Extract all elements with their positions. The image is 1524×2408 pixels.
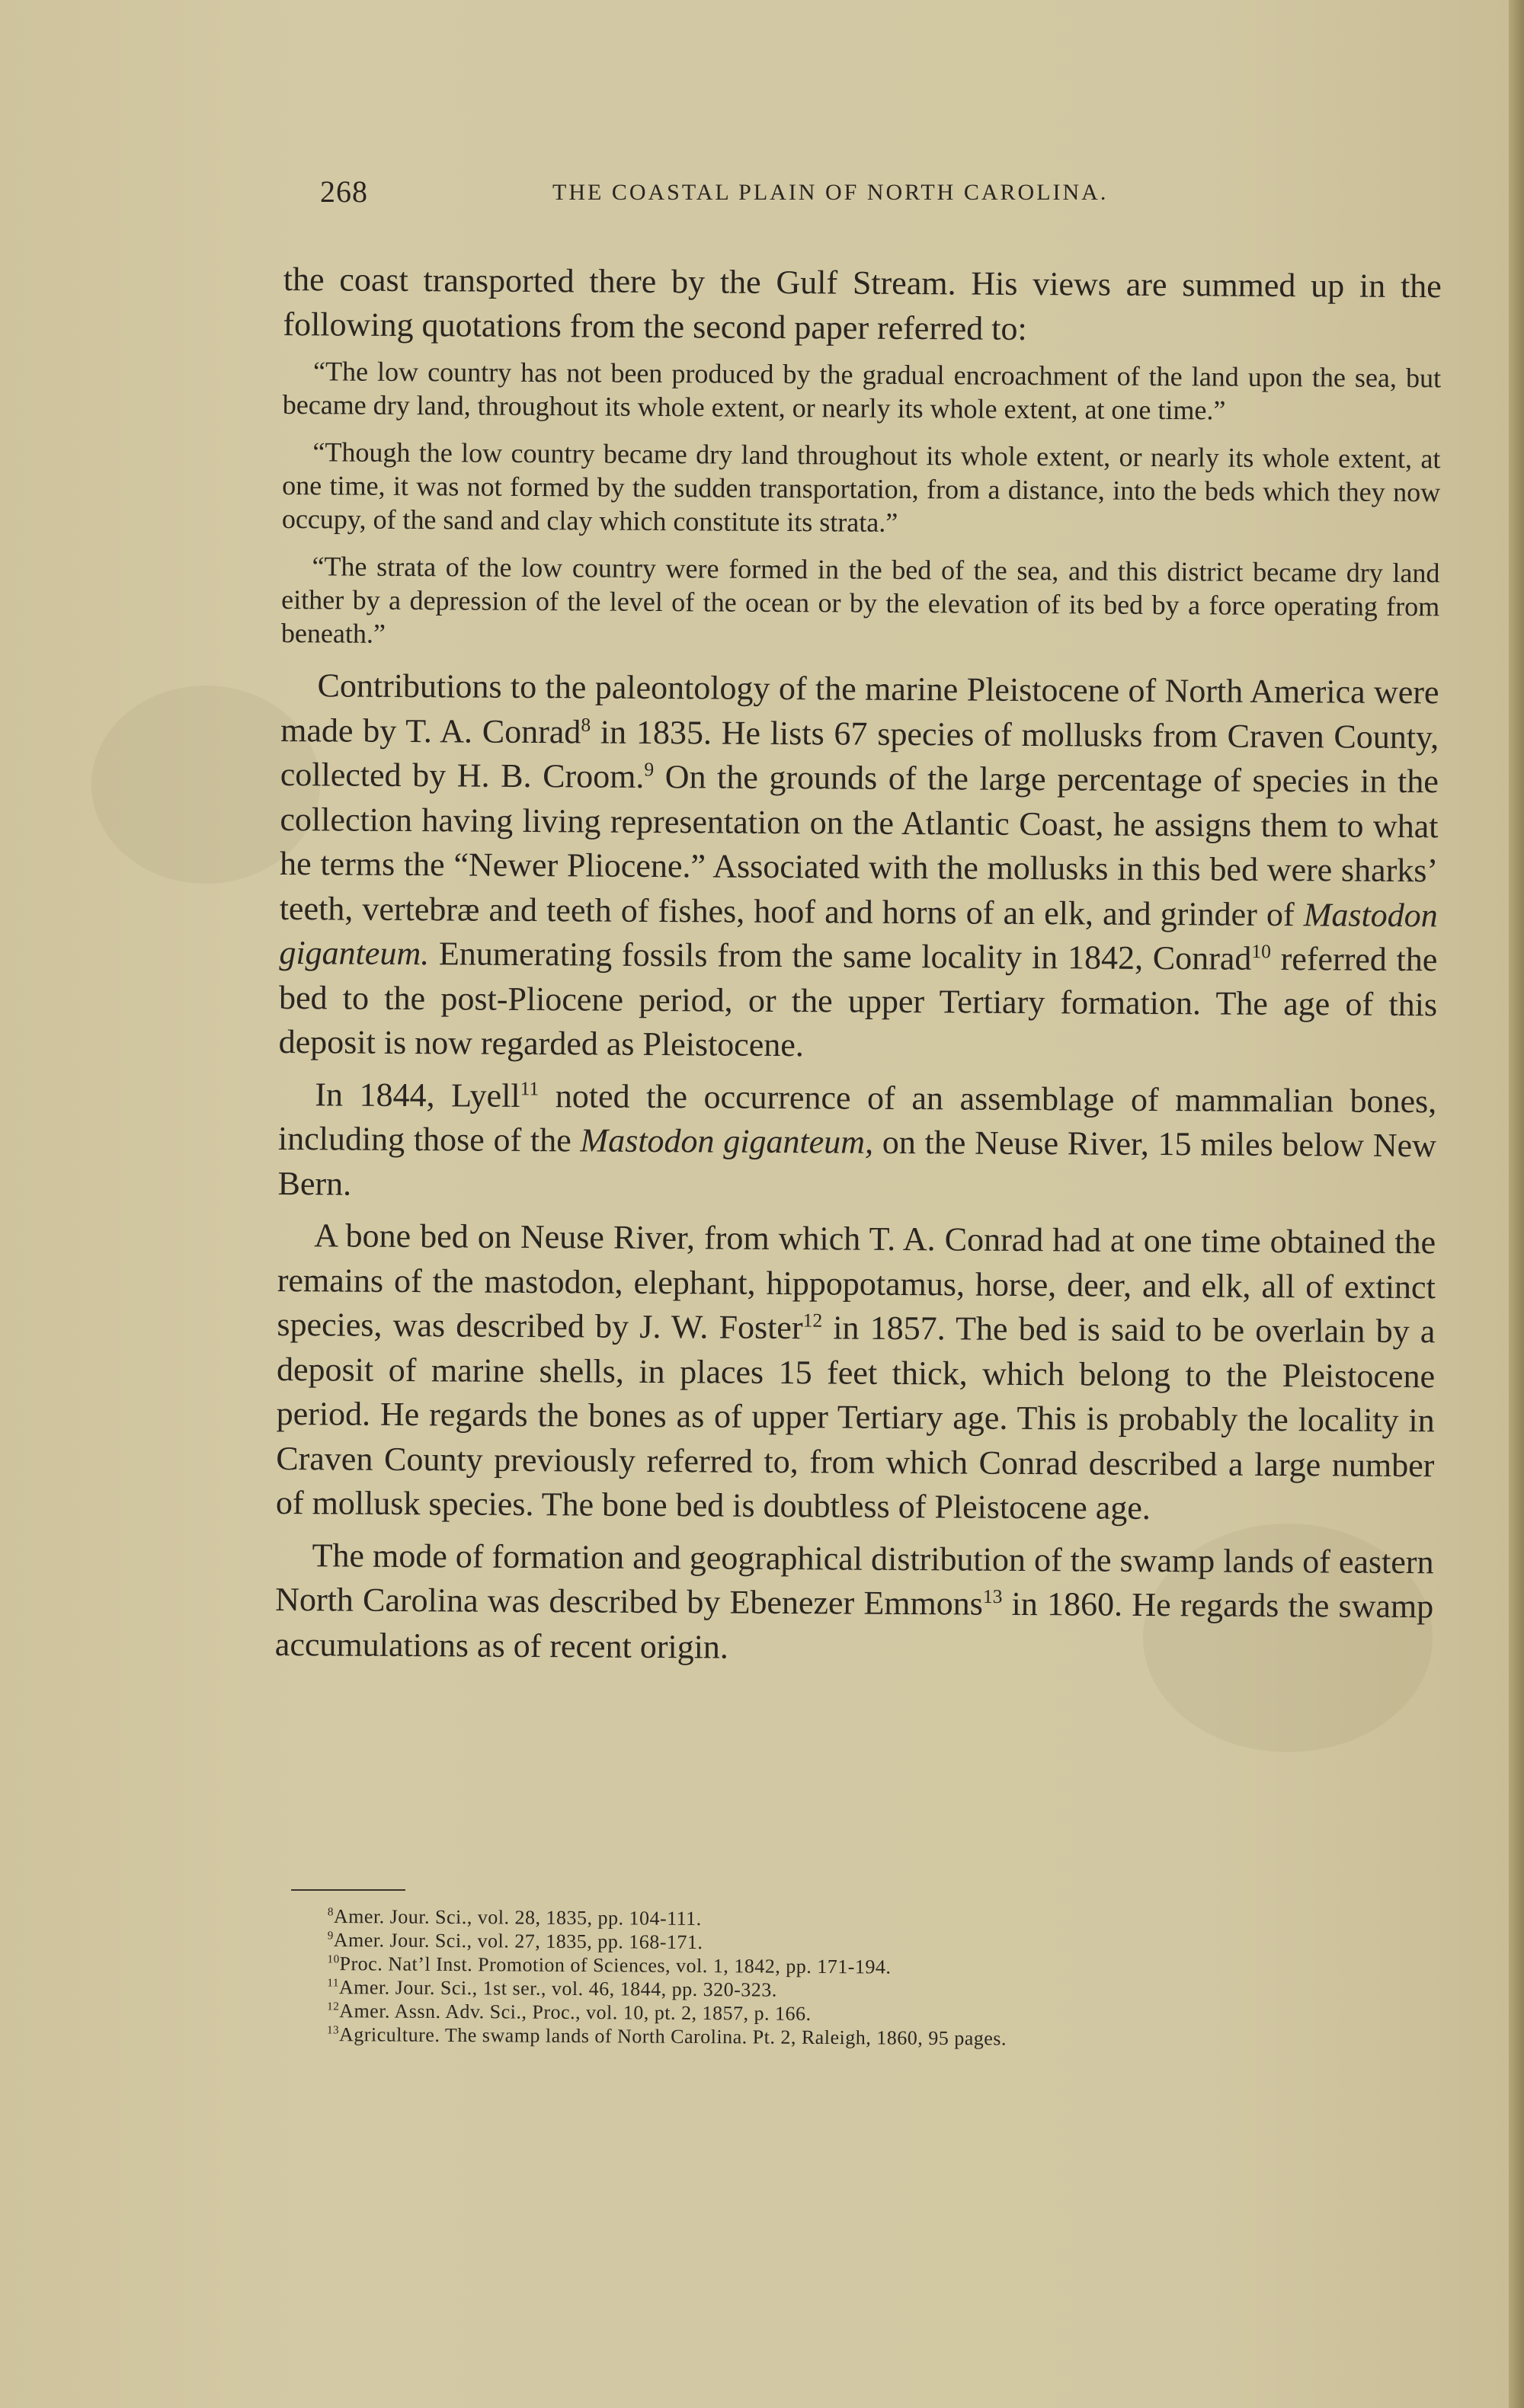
footnote-ref: 8: [581, 713, 591, 736]
species-name: Mastodon giganteum,: [580, 1121, 874, 1161]
text-run: noted the occurrence of an assemblage of mammalian bones, including those of the: [277, 1076, 1437, 1159]
text-run: In 1844, Lyell: [315, 1075, 520, 1114]
page-edge: [1509, 0, 1524, 2408]
quotation-3: “The strata of the low country were formed in the bed of the sea, and this district became dry land either by a depression of the level of the ocean or by the elevation of its bed by a force operating from beneath.”: [280, 551, 1440, 649]
text-run: referred the bed to the post-Pliocene period, or the upper Tertiary formation. The age of this deposit is now regarded as Pleistocene.: [278, 939, 1438, 1064]
footnote-text: Amer. Jour. Sci., 1st ser., vol. 46, 1844, pp. 320-323.: [338, 1976, 777, 2001]
footnote-text: Amer. Assn. Adv. Sci., Proc., vol. 10, pt. 2, 1857, p. 166.: [339, 2000, 812, 2025]
footnote-number: 12: [327, 2000, 340, 2013]
footnote-number: 11: [327, 1977, 339, 1990]
footnote-text: Amer. Jour. Sci., vol. 28, 1835, pp. 104-111.: [333, 1905, 702, 1930]
footnote-number: 9: [327, 1930, 334, 1943]
text-run: Enumerating fossils from the same locality in 1842, Conrad: [429, 935, 1252, 977]
text-run: A bone bed on Neuse River, from which T. A. Conrad had at one time obtained the remains of the mastodon, elephant, hippopotamus, horse, deer, and elk, all of extinct species, was described by J. W. Foster: [277, 1217, 1436, 1347]
footnote-ref: 11: [520, 1076, 539, 1099]
text-run: in 1835. He lists 67 species of mollusks from Craven County, collected by H. B. Croom.: [280, 712, 1439, 795]
footnote-ref: 9: [644, 758, 655, 781]
footnote-ref: 12: [802, 1309, 823, 1332]
footnote-ref: 13: [982, 1585, 1003, 1608]
paragraph-emmons: [275, 1533, 1434, 1674]
footnote-text: Amer. Jour. Sci., vol. 27, 1835, pp. 168-171.: [333, 1929, 703, 1954]
text-run: The mode of formation and geographical distribution of the swamp lands of eastern North Carolina was described by Ebenezer Emmons: [275, 1536, 1434, 1623]
body-text: [275, 257, 1442, 1681]
text-run: in 1860. He regards the swamp accumulations as of recent origin.: [274, 1585, 1434, 1666]
quotation-1: “The low country has not been produced by the gradual encroachment of the land upon the sea, but became dry land, throughout its whole extent, or nearly its whole extent, at one time.”: [282, 356, 1442, 426]
page-number: 268: [320, 174, 368, 209]
paragraph-conrad: [279, 664, 1439, 1072]
footnote-number: 13: [326, 2024, 340, 2037]
footnote-number: 10: [327, 1953, 340, 1966]
footnote-text: Proc. Nat’l Inst. Promotion of Sciences, vol. 1, 1842, pp. 171-194.: [339, 1952, 892, 1978]
paragraph-foster: [276, 1214, 1436, 1533]
footnote-divider: [291, 1889, 405, 1891]
paragraph-lyell: [277, 1072, 1436, 1213]
footnotes: [327, 1904, 1433, 2053]
running-head: THE COASTAL PLAIN OF NORTH CAROLINA.: [552, 180, 1109, 205]
footnote-text: Agriculture. The swamp lands of North Carolina. Pt. 2, Raleigh, 1860, 95 pages.: [338, 2023, 1007, 2050]
quotation-2: “Though the low country became dry land throughout its whole extent, or nearly its whole extent, at one time, it was not formed by the sudden transportation, from a distance, into the beds which they now occupy, of the sand and clay which constitute its strata.”: [281, 437, 1441, 538]
footnote-ref: 10: [1251, 940, 1272, 963]
text-run: in 1857. The bed is said to be overlain by a deposit of marine shells, in places 15 feet thick, which belong to the Pleistocene period. He regards the bones as of upper Tertiary age. This is probably the locality in Craven County previously referred to, from which Conrad described a large number of mollusk species. The bone bed is doubtless of Pleistocene age.: [275, 1309, 1436, 1527]
species-name: Mastodon giganteum.: [279, 895, 1438, 973]
footnote-number: 8: [327, 1906, 335, 1919]
page-header: [320, 174, 1204, 219]
paragraph-continued: the coast transported there by the Gulf Stream. His views are summed up in the following quotations from the second paper referred to:: [283, 260, 1442, 347]
text-run: On the grounds of the large percentage of species in the collection having living representation on the Atlantic Coast, he assigns them to what he terms the “Newer Pliocene.” Associated with the mollusks in this bed were sharks’ teeth, vertebræ and teeth of fishes, hoof and horns of an elk, and grinder of: [279, 757, 1439, 933]
text-run: Contributions to the paleontology of the marine Pleistocene of North America were made by T. A. Conrad: [280, 667, 1439, 750]
text-run: on the Neuse River, 15 miles below New Bern.: [277, 1123, 1437, 1203]
